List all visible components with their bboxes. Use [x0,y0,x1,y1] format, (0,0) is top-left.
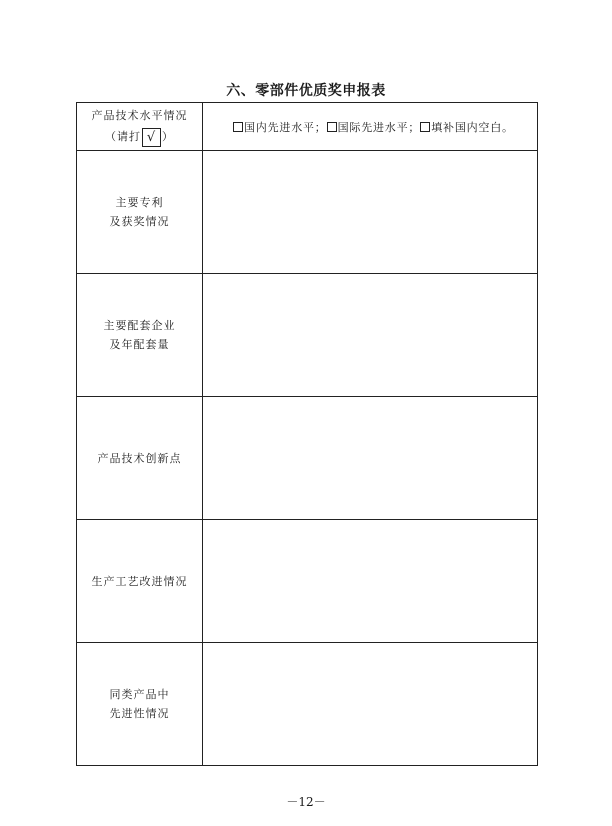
process-improvement-label [77,520,203,643]
competitiveness-row [77,643,538,766]
label-line: 主要专利 [115,196,164,209]
fill-domestic-gap-label: 填补国内空白。 [431,120,514,134]
supporting-enterprises-label [77,274,203,397]
label-line: 主要配套企业 [103,319,176,332]
domestic-advanced-label: 国内先进水平； [244,120,327,134]
label-line: 产品技术创新点 [97,451,182,465]
patents-awards-field[interactable] [203,151,538,274]
checkmark-icon: √ [142,128,161,147]
domestic-advanced-checkbox[interactable] [233,122,243,132]
fill-domestic-gap-checkbox[interactable] [420,122,430,132]
competitiveness-field[interactable] [203,643,538,766]
international-advanced-checkbox[interactable] [327,122,337,132]
tech-level-options [203,103,538,151]
competitiveness-label [77,643,203,766]
instruction-close: ） [162,130,174,144]
innovation-points-label [77,397,203,520]
patents-awards-row [77,151,538,274]
label-line: 同类产品中 [109,688,170,701]
application-form-table [76,102,538,766]
supporting-enterprises-row [77,274,538,397]
label-line: 生产工艺改进情况 [91,574,188,588]
form-title: 六、零部件优质奖申报表 [226,83,386,99]
patents-awards-label [77,151,203,274]
label-line: 及年配套量 [109,338,170,351]
label-line: 及获奖情况 [109,215,170,228]
process-improvement-row [77,520,538,643]
supporting-enterprises-field[interactable] [203,274,538,397]
page-number: －12－ [286,795,326,809]
tech-level-label [77,103,203,151]
international-advanced-label: 国际先进水平； [337,120,421,134]
innovation-points-field[interactable] [203,397,538,520]
tech-level-label-text: 产品技术水平情况 [91,109,188,123]
label-line: 先进性情况 [109,707,170,720]
innovation-points-row [77,397,538,520]
instruction-open: （请打 [105,130,141,144]
process-improvement-field[interactable] [203,520,538,643]
tech-level-row [77,103,538,151]
tech-level-instruction [77,127,202,147]
